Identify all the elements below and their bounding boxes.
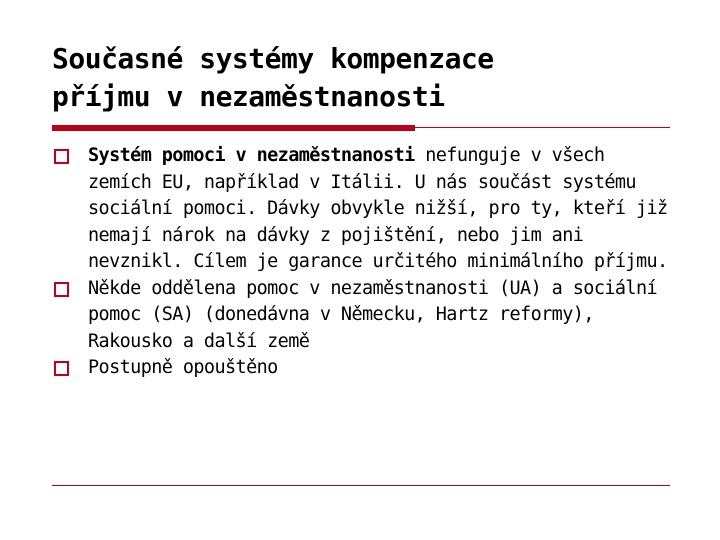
hollow-square-icon bbox=[54, 361, 69, 376]
bullet-item bbox=[52, 143, 672, 276]
title-accent-bar bbox=[52, 125, 415, 131]
slide-title-line-1: Současné systémy kompenzace bbox=[52, 42, 494, 75]
bullet-list bbox=[52, 143, 672, 382]
hollow-square-icon bbox=[54, 282, 69, 297]
bullet-bold-text: Systém pomoci v nezaměstnanosti bbox=[88, 145, 415, 166]
footer-divider-line bbox=[52, 485, 670, 486]
bullet-item bbox=[52, 355, 672, 382]
bullet-item bbox=[52, 276, 672, 356]
slide-title bbox=[52, 40, 692, 116]
hollow-square-icon bbox=[54, 149, 69, 164]
bullet-text: Postupně opouštěno bbox=[88, 357, 278, 378]
bullet-text: nefunguje v všech zemích EU, například v Itálii. U nás součást systému sociální pomoci. Dávky obvykle nižší, pro ty, kteří již nemají nárok na dávky z pojištění, nebo jim ani nevznikl. Cílem je garance určitého minimálního příjmu. bbox=[88, 145, 668, 272]
slide-title-line-2: příjmu v nezaměstnanosti bbox=[52, 80, 445, 113]
bullet-text: Někde oddělena pomoc v nezaměstnanosti (UA) a sociální pomoc (SA) (donedávna v Německu, Hartz reformy), Rakousko a další země bbox=[88, 277, 658, 352]
